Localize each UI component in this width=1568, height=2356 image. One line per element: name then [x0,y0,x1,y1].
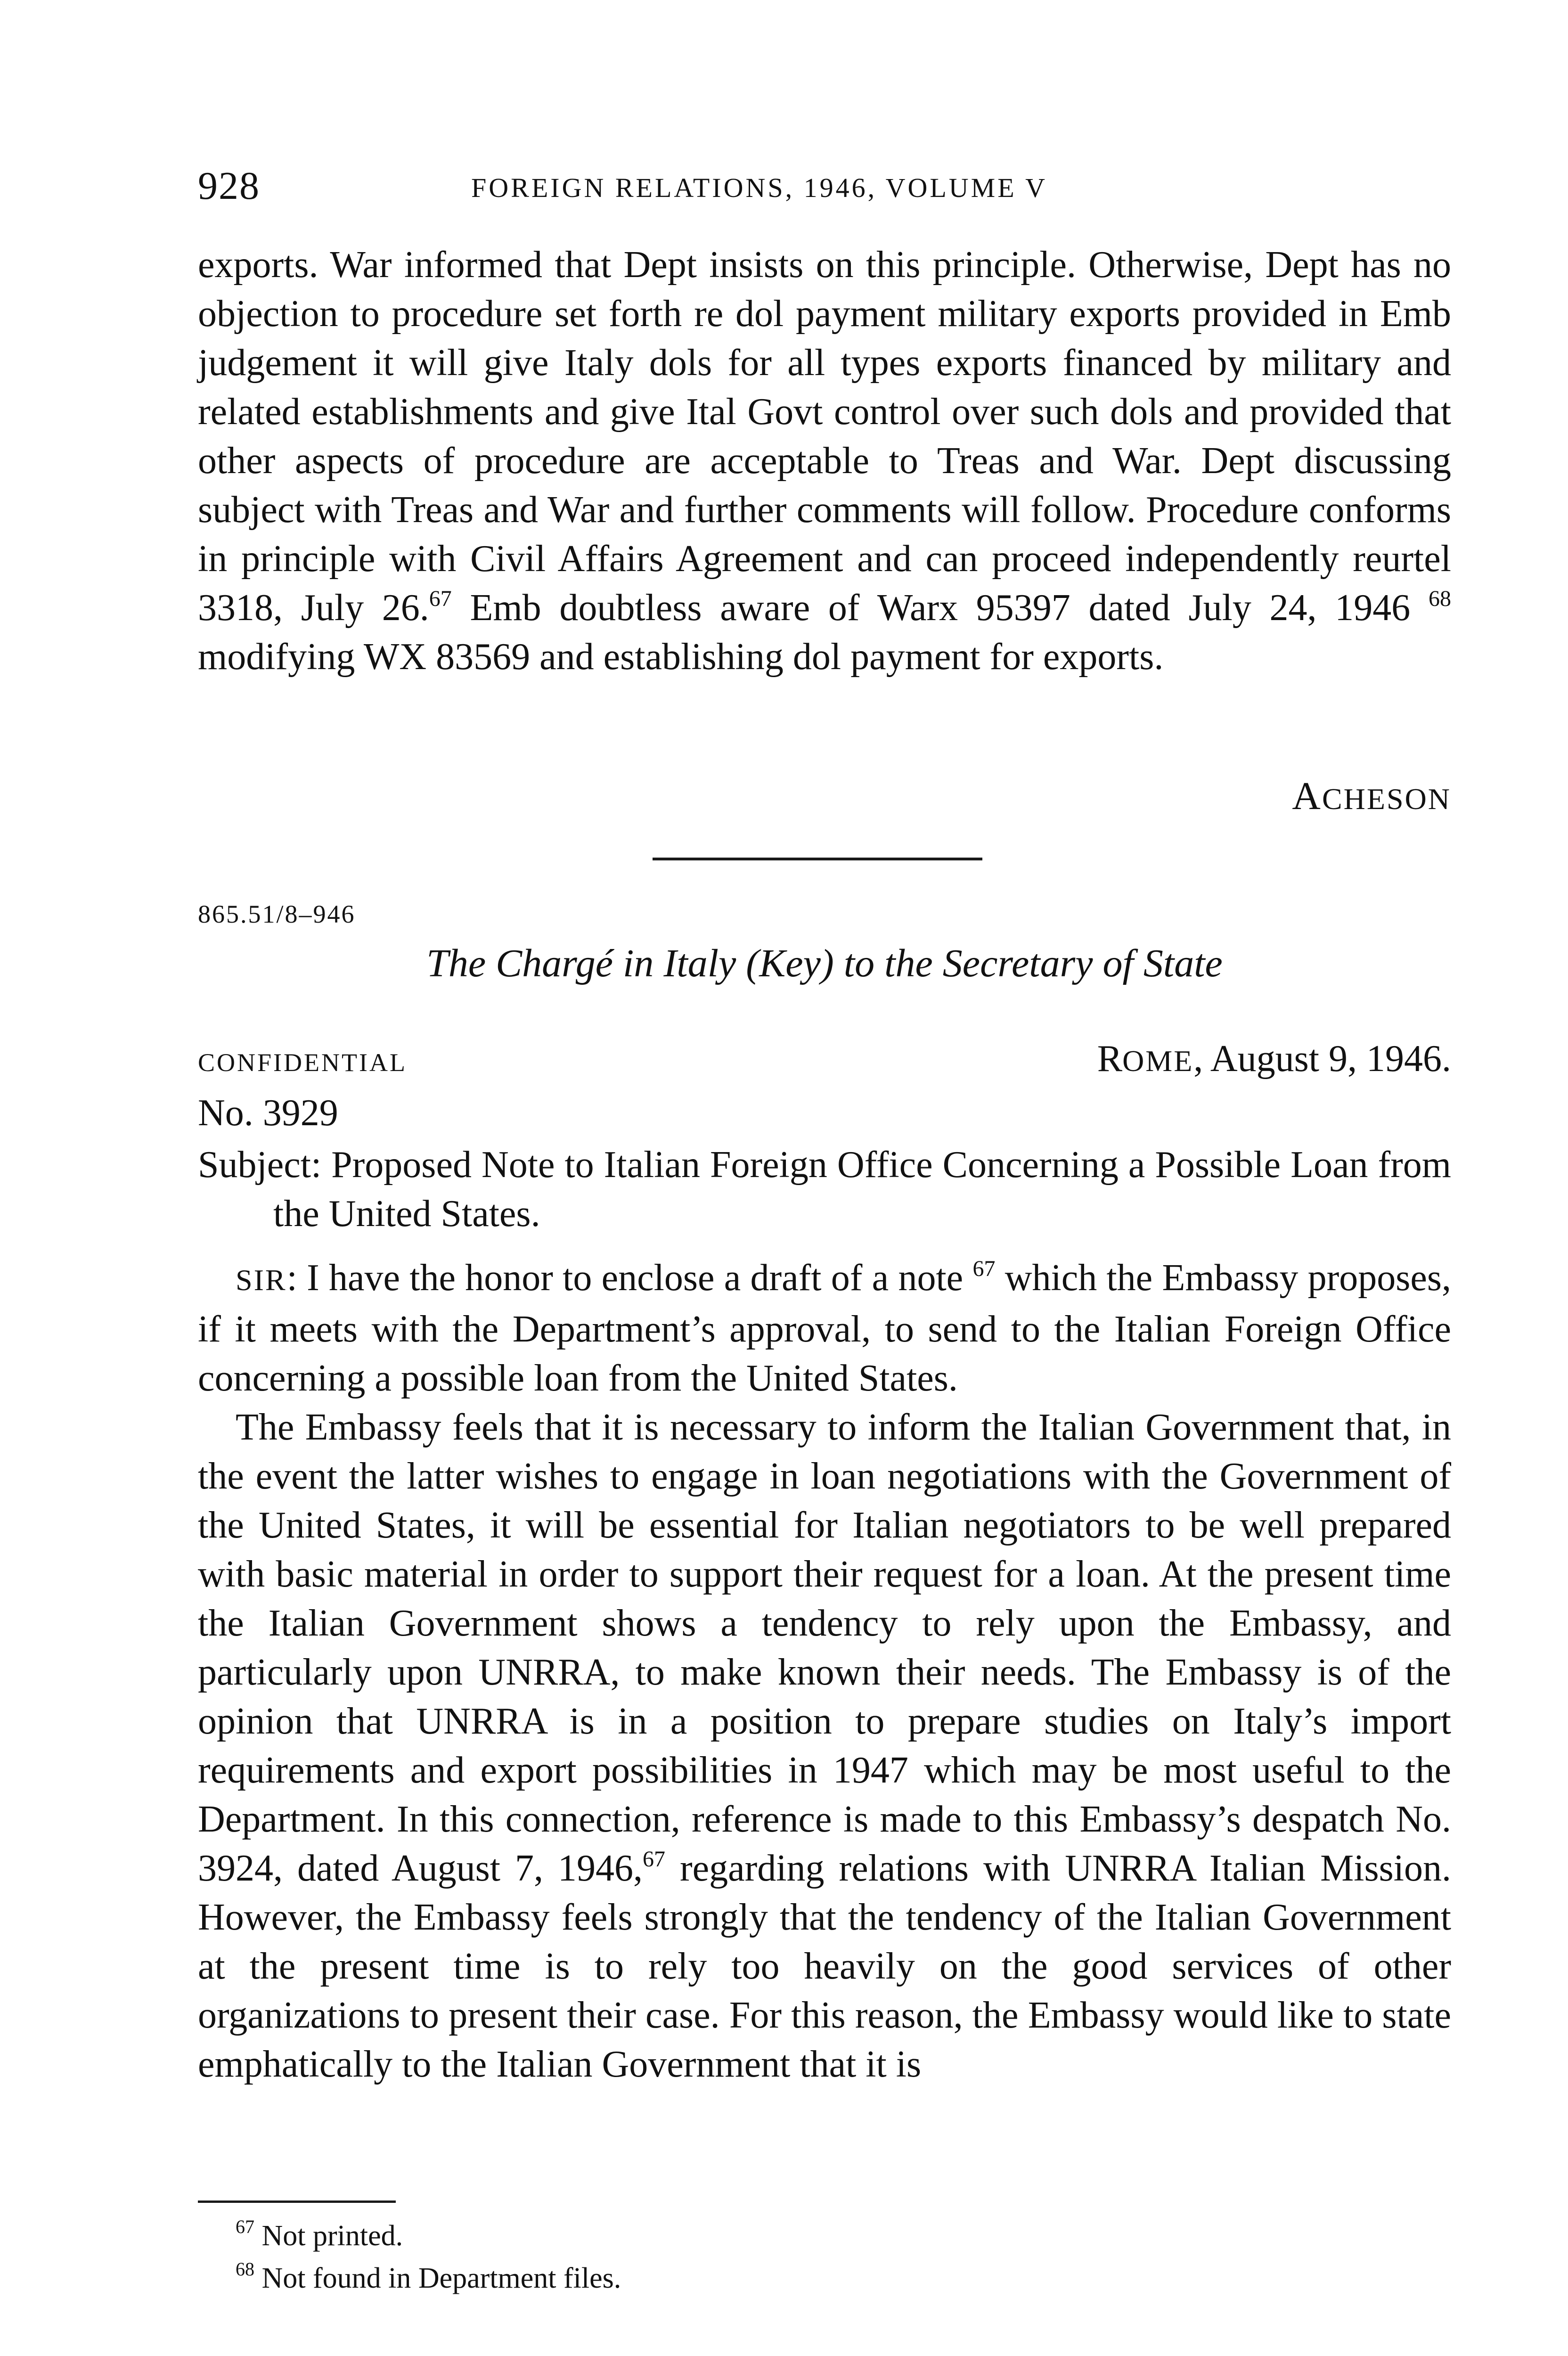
paragraph-1-text-a: : I have the honor to enclose a draft of a note [286,1257,973,1299]
file-number: 865.51/8–946 [198,900,356,928]
footnote-ref-67: 67 [972,1256,996,1281]
despatch-number: No. 3929 [198,1092,338,1134]
place-initial: R [1097,1038,1123,1080]
section-divider [653,858,982,860]
paragraph-2-text-a: The Embassy feels that it is necessary to inform the Italian Government that, in the event the latter wishes to engage in loan negotiations with the Government of the United States, it will be essential for Italian negotiators to be well prepared with basic material in order to support their request for a loan. At the present time the Italian Government shows a tendency to rely upon the Embassy, and particularly upon UNRRA, to make known their needs. The Embassy is of the opinion that UNRRA is in a position to prepare studies on Italy’s import requirements and export possibilities in 1947 which may be most useful to the Department. In this connection, reference is made to this Embassy’s despatch No. 3924, dated August 7, 1946, [198,1407,1451,1889]
classification-label: CONFIDENTIAL [198,1048,407,1077]
paragraph-2-text-b: regarding relations with UNRRA Italian Mission. However, the Embassy feels strongly that the tendency of the Italian Government at the present time is to rely too heavily on the good services of other organizations to present their case. For this reason, the Embassy would like to state emphatically to the Italian Government that it is [198,1848,1451,2085]
footnote-rule [198,2201,396,2203]
footnote-text: Not printed. [254,2220,403,2252]
signature-initial: A [1292,774,1322,818]
despatch-body [198,1253,1451,2089]
paragraph-1-text-b: which the Embassy proposes, if it meets with the Department’s approval, to send to the Italian Foreign Office concerning a possible loan from the United States. [198,1257,1451,1399]
footnotes [236,2215,1413,2299]
footnote-ref-67: 67 [642,1847,665,1872]
telegram-text-1: exports. War informed that Dept insists on this principle. Otherwise, Dept has no objection to procedure set forth re dol payment military exports provided in Emb judgement it will give Italy dols for all types exports financed by military and related establishments and give Ital Govt control over such dols and provided that other aspects of procedure are acceptable to Treas and War. Dept discussing subject with Treas and War and further comments will follow. Procedure conforms in principle with Civil Affairs Agreement and can proceed independently reurtel 3318, July 26. [198,244,1451,629]
telegram-paragraph [198,240,1451,681]
telegram-continuation [198,240,1451,681]
footnote-mark: 68 [236,2258,254,2280]
footnote-68 [236,2257,1413,2299]
footnote-text: Not found in Department files. [254,2262,621,2294]
telegram-text-2: Emb doubtless aware of Warx 95397 dated July 24, 1946 [451,587,1429,629]
body-paragraph-1 [198,1253,1451,1403]
place-rest: OME [1122,1044,1194,1078]
date: , August 9, 1946. [1193,1038,1451,1080]
salutation: SIR [236,1263,287,1297]
place-and-date [1097,1034,1451,1086]
footnote-ref-67: 67 [429,586,452,611]
telegram-text-3: modifying WX 83569 and establishing dol payment for exports. [198,636,1164,678]
footnote-67 [236,2215,1413,2257]
document-heading: The Chargé in Italy (Key) to the Secretary of State [426,941,1223,985]
footnote-mark: 67 [236,2216,254,2237]
running-title: FOREIGN RELATIONS, 1946, VOLUME V [471,172,1047,203]
page-number: 928 [198,164,260,208]
running-head [198,163,1371,214]
body-paragraph-2 [198,1403,1451,2089]
signature-rest: CHESON [1322,782,1451,816]
subject-line: Subject: Proposed Note to Italian Foreign Office Concerning a Possible Loan from the United States. [198,1144,1451,1235]
signature [1292,774,1451,818]
footnote-ref-68: 68 [1429,586,1451,611]
